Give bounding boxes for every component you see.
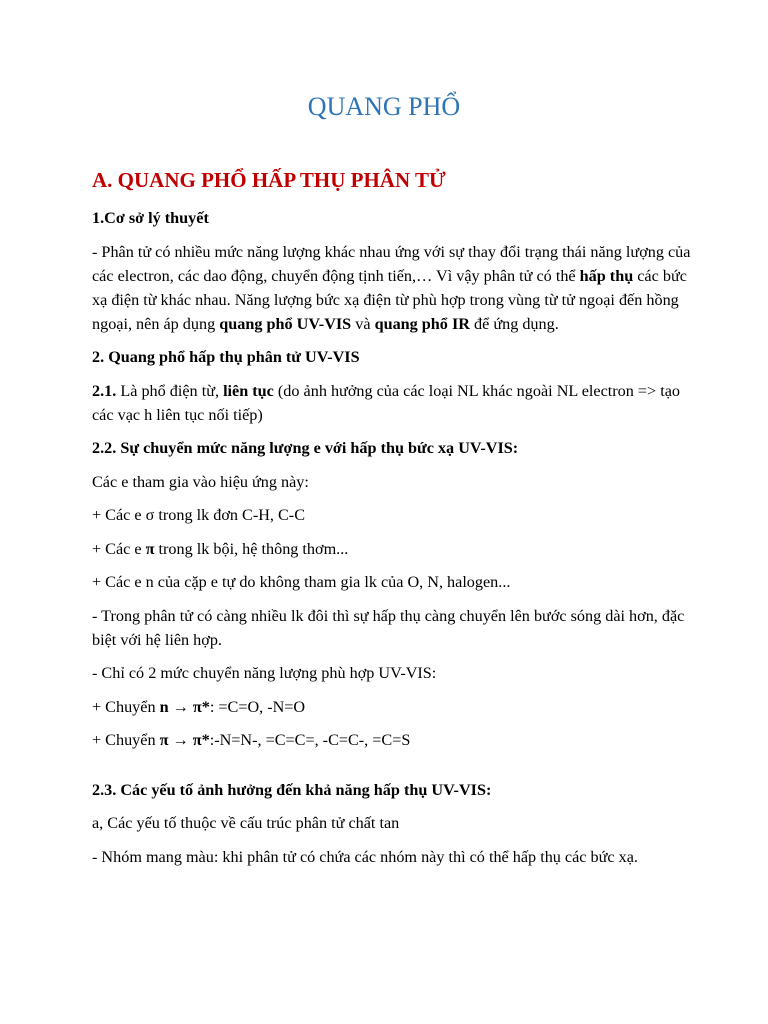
text-run: + Các e <box>92 539 146 558</box>
paragraph-conjugation: - Trong phân tử có càng nhiều lk đôi thì sự hấp thụ càng chuyển lên bước sóng dài hơn, đặc biệt với hệ liên hợp. <box>92 606 685 649</box>
blank-line <box>92 762 692 778</box>
paragraph-structure: a, Các yếu tố thuộc về cấu trúc phân tử chất tan <box>92 814 400 832</box>
bold-term: π → π* <box>159 731 210 749</box>
text-run: + Chuyển <box>92 697 160 716</box>
list-item-transition-n <box>92 695 692 719</box>
text-run: - Phân tử có nhiều mức năng lượng khác nhau ứng với sự thay đổi trạng thái năng lượng của các electron, các dao động, chuyển động tịnh tiến,… Vì vậy phân tử có thể <box>92 242 691 285</box>
text-run: các bức xạ điện từ khác nhau. Năng lượng bức xạ điện từ phù hợp trong vùng từ tử ngoại đến hồng ngoại, nên áp dụng <box>92 266 687 333</box>
section-number: 2.1. <box>92 381 117 400</box>
text-run: Là phổ điện từ, <box>116 381 224 400</box>
paragraph-2-1 <box>92 379 692 427</box>
text-run: : =C=O, -N=O <box>209 697 306 716</box>
bold-term: π <box>145 539 155 558</box>
section-2-2-heading: 2.2. Sự chuyển mức năng lượng e với hấp thụ bức xạ UV-VIS: <box>92 439 519 457</box>
text-run: để ứng dụng. <box>469 314 559 333</box>
paragraph-intro: Các e tham gia vào hiệu ứng này: <box>92 472 309 491</box>
list-item-n: + Các e n của cặp e tự do không tham gia lk của O, N, halogen... <box>92 573 511 591</box>
paragraph-theory <box>92 240 692 336</box>
bold-term: n → π* <box>159 697 210 716</box>
text-run: và <box>351 314 375 333</box>
paragraph-two-transitions: - Chỉ có 2 mức chuyển năng lượng phù hợp UV-VIS: <box>92 664 437 682</box>
bold-term: quang phổ IR <box>374 314 470 333</box>
paragraph-chromophore: - Nhóm mang màu: khi phân tử có chứa các nhóm này thì có thể hấp thụ các bức xạ. <box>92 847 638 866</box>
text-run: :-N=N-, =C=C=, -C=C-, =C=S <box>209 731 411 749</box>
bold-term: liên tục <box>223 381 274 400</box>
bold-term: quang phổ UV-VIS <box>219 314 352 333</box>
section-2-3-heading: 2.3. Các yếu tố ảnh hưởng đến khả năng hấp thụ UV-VIS: <box>92 780 492 799</box>
document-body <box>92 206 692 878</box>
section-1-heading: 1.Cơ sở lý thuyết <box>92 209 209 227</box>
bold-term: hấp thụ <box>579 266 634 285</box>
page-title: QUANG PHỔ <box>307 92 461 121</box>
section-a-heading: A. QUANG PHỔ HẤP THỤ PHÂN TỬ <box>92 168 446 192</box>
text-run: + Chuyển <box>92 731 160 749</box>
list-item-sigma: + Các e σ trong lk đơn C-H, C-C <box>92 506 305 524</box>
section-2-heading: 2. Quang phổ hấp thụ phân tử UV-VIS <box>92 348 360 366</box>
text-run: (do ảnh hưởng của các loại NL khác ngoài NL electron => tạo các vạc h liên tục nối tiếp) <box>92 381 680 424</box>
list-item-transition-pi <box>92 728 692 752</box>
list-item-pi <box>92 537 692 561</box>
text-run: trong lk bội, hệ thông thơm... <box>154 539 349 558</box>
